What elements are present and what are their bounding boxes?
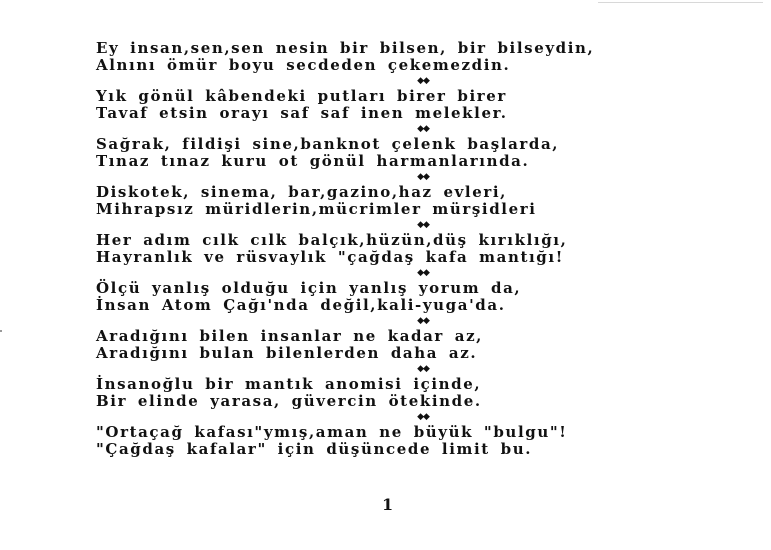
poem-line: İnsan Atom Çağı'nda değil,kali-yuga'da. <box>96 296 506 314</box>
poem-line: Diskotek, sinema, bar,gazino,haz evleri, <box>96 183 507 201</box>
stanza-divider-ornament: ◆◆ <box>417 316 429 326</box>
poem-line: Tavaf etsin orayı saf saf inen melekler. <box>96 104 508 122</box>
poem-line: Aradığını bilen insanlar ne kadar az, <box>96 327 484 345</box>
stanza-3 <box>96 136 716 170</box>
page-number: 1 <box>382 495 394 514</box>
poem-line: Hayranlık ve rüsvaylık "çağdaş kafa mantığı! <box>96 248 564 266</box>
stanza-divider-ornament: ◆◆ <box>417 364 429 374</box>
poem-line: Ölçü yanlış olduğu için yanlış yorum da, <box>96 279 522 297</box>
stanza-divider-ornament: ◆◆ <box>417 220 429 230</box>
poem-line: Mihrapsız müridlerin,mücrimler mürşidleri <box>96 200 537 218</box>
stanza-9 <box>96 424 716 458</box>
poem-line: Alnını ömür boyu secdeden çekemezdin. <box>96 56 511 74</box>
margin-speck <box>0 330 2 332</box>
poem-line: İnsanoğlu bir mantık anomisi içinde, <box>96 375 482 393</box>
stanza-6 <box>96 280 716 314</box>
poem-line: Tınaz tınaz kuru ot gönül harmanlarında. <box>96 152 530 170</box>
poem-line: Bir elinde yarasa, güvercin ötekinde. <box>96 392 482 410</box>
stanza-divider-ornament: ◆◆ <box>417 76 429 86</box>
poem-line: "Ortaçağ kafası"ymış,aman ne büyük "bulgu"! <box>96 423 568 441</box>
stanza-8 <box>96 376 716 410</box>
stanza-5 <box>96 232 716 266</box>
poem-line: Ey insan,sen,sen nesin bir bilsen, bir bilseydin, <box>96 39 595 57</box>
stanza-1 <box>96 40 716 74</box>
poem-line: "Çağdaş kafalar" için düşüncede limit bu. <box>96 440 533 458</box>
top-edge-rule <box>598 2 763 3</box>
stanza-divider-ornament: ◆◆ <box>417 124 429 134</box>
poem-body <box>96 40 716 458</box>
poem-line: Her adım cılk cılk balçık,hüzün,düş kırıklığı, <box>96 231 568 249</box>
stanza-divider-ornament: ◆◆ <box>417 172 429 182</box>
stanza-divider-ornament: ◆◆ <box>417 412 429 422</box>
poem-line: Sağrak, fildişi sine,banknot çelenk başlarda, <box>96 135 560 153</box>
stanza-divider-ornament: ◆◆ <box>417 268 429 278</box>
stanza-7 <box>96 328 716 362</box>
poem-line: Aradığını bulan bilenlerden daha az. <box>96 344 478 362</box>
stanza-4 <box>96 184 716 218</box>
stanza-2 <box>96 88 716 122</box>
poem-line: Yık gönül kâbendeki putları birer birer <box>96 87 507 105</box>
